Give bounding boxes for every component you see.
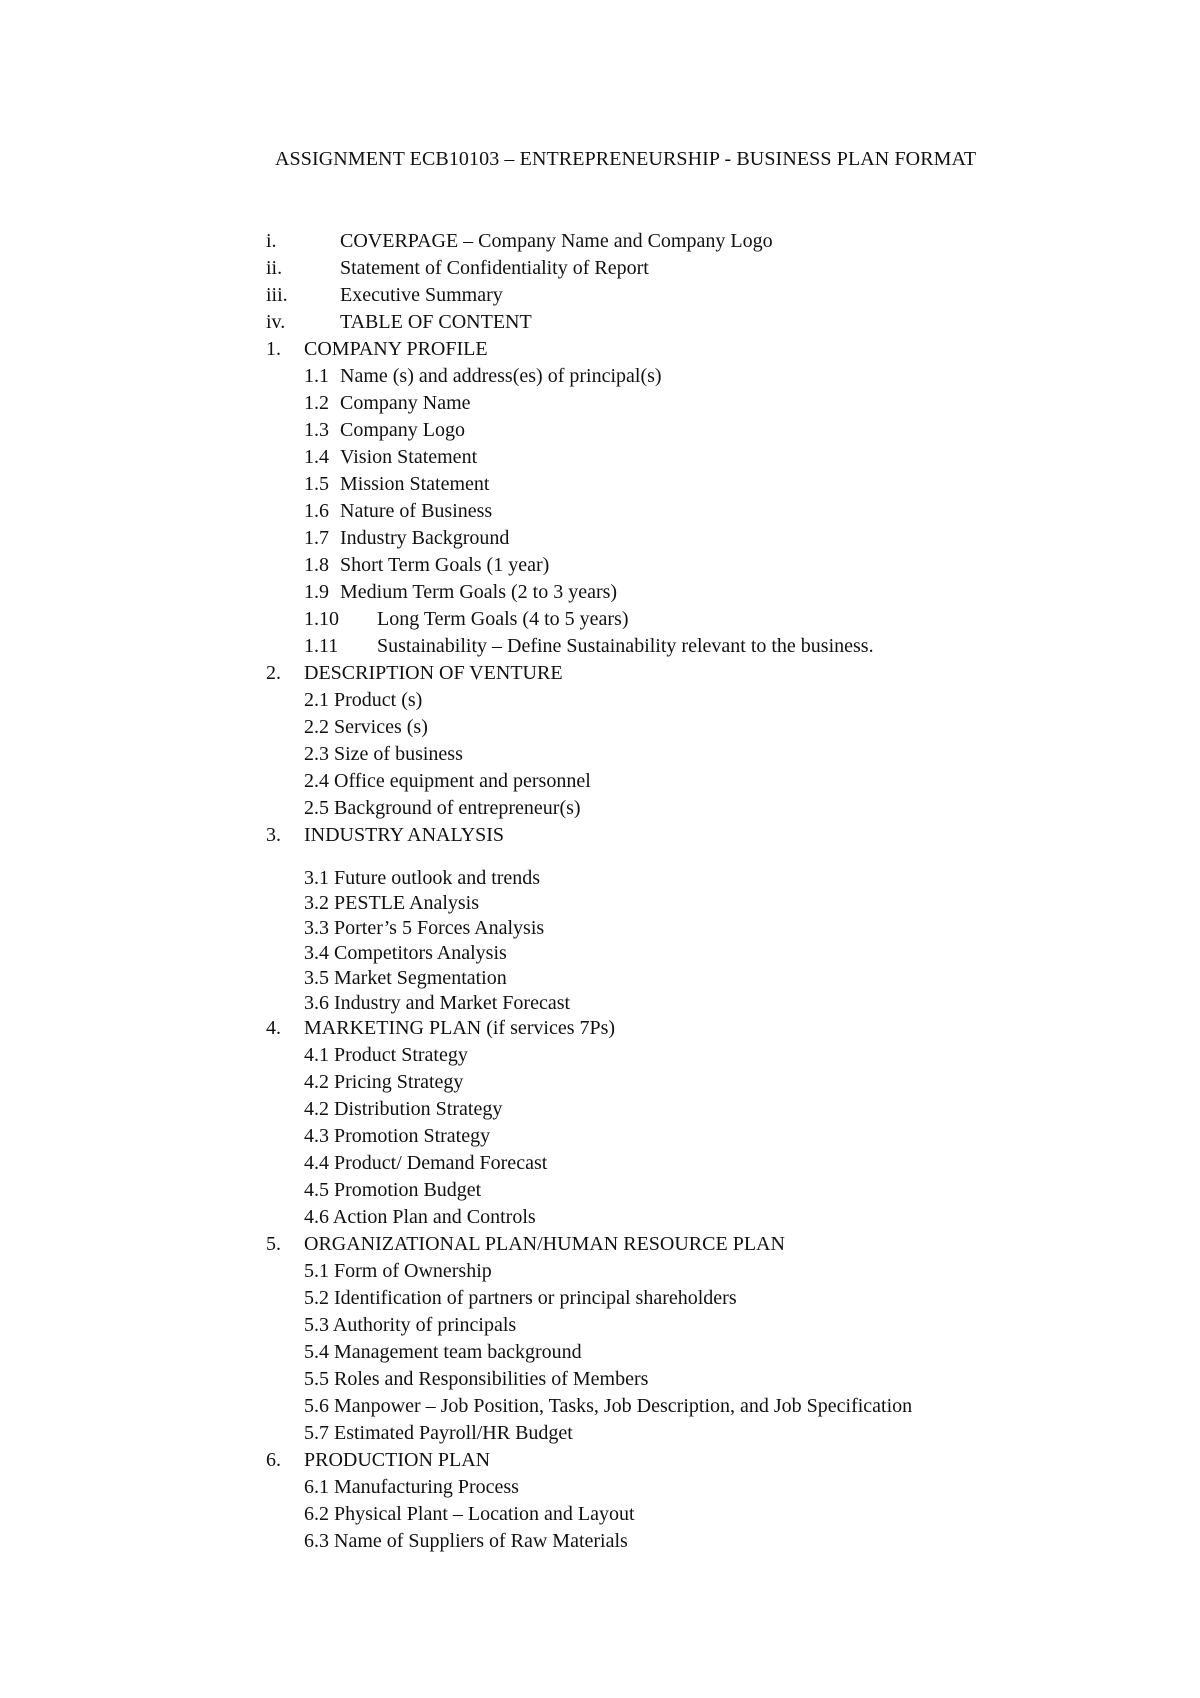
outline-item-text: DESCRIPTION OF VENTURE	[304, 662, 563, 684]
outline-item-number: 1.4	[304, 446, 329, 468]
outline-item-number: 2.	[266, 662, 281, 684]
outline-item-text: 5.5 Roles and Responsibilities of Members	[304, 1368, 649, 1390]
document-title: ASSIGNMENT ECB10103 – ENTREPRENEURSHIP - BUSINESS PLAN FORMAT	[275, 148, 977, 170]
outline-item-text: 5.7 Estimated Payroll/HR Budget	[304, 1422, 573, 1444]
outline-item-text: 2.1 Product (s)	[304, 689, 423, 711]
outline-item-number: 1.7	[304, 527, 329, 549]
outline-item-text: 4.5 Promotion Budget	[304, 1179, 482, 1201]
outline-item-text: Mission Statement	[340, 473, 490, 495]
outline-item-number: 4.	[266, 1017, 281, 1039]
outline-item-text: 3.5 Market Segmentation	[304, 967, 507, 989]
outline-item-number: 1.11	[304, 635, 339, 657]
outline-item-text: 6.2 Physical Plant – Location and Layout	[304, 1503, 635, 1525]
outline-item-text: Short Term Goals (1 year)	[340, 554, 550, 576]
outline-item-text: 5.1 Form of Ownership	[304, 1260, 492, 1282]
outline-item-text: 4.4 Product/ Demand Forecast	[304, 1152, 548, 1174]
outline-item-text: 3.1 Future outlook and trends	[304, 867, 541, 889]
outline-item-text: COMPANY PROFILE	[304, 338, 488, 360]
outline-item-number: 1.10	[304, 608, 339, 630]
outline-item-text: 2.5 Background of entrepreneur(s)	[304, 797, 581, 819]
outline-item-text: Company Logo	[340, 419, 465, 441]
outline-item-text: 5.4 Management team background	[304, 1341, 582, 1363]
outline-item-text: 2.2 Services (s)	[304, 716, 428, 738]
outline-item-number: 1.6	[304, 500, 329, 522]
outline-item-number: 1.1	[304, 365, 329, 387]
outline-item-number: 5.	[266, 1233, 281, 1255]
outline-item-text: 4.6 Action Plan and Controls	[304, 1206, 536, 1228]
outline-item-text: 5.3 Authority of principals	[304, 1314, 517, 1336]
outline-item-number: 1.3	[304, 419, 329, 441]
outline-item-text: 6.3 Name of Suppliers of Raw Materials	[304, 1530, 628, 1552]
outline-item-number: 3.	[266, 824, 281, 846]
outline-item-text: Name (s) and address(es) of principal(s)	[340, 365, 662, 387]
outline-item-text: Industry Background	[340, 527, 510, 549]
outline-item-text: 2.4 Office equipment and personnel	[304, 770, 591, 792]
outline-item-text: 3.4 Competitors Analysis	[304, 942, 507, 964]
outline-item-text: Vision Statement	[340, 446, 478, 468]
outline-item-text: 6.1 Manufacturing Process	[304, 1476, 519, 1498]
outline-item-text: Medium Term Goals (2 to 3 years)	[340, 581, 618, 603]
outline-item-number: 1.9	[304, 581, 329, 603]
outline-item-text: INDUSTRY ANALYSIS	[304, 824, 505, 846]
outline-item-text: Long Term Goals (4 to 5 years)	[377, 608, 629, 630]
outline-item-number: i.	[266, 230, 277, 252]
outline-item-number: iii.	[266, 284, 288, 306]
outline-item-text: Executive Summary	[340, 284, 503, 306]
outline-item-text: PRODUCTION PLAN	[304, 1449, 491, 1471]
outline-item-number: 1.5	[304, 473, 329, 495]
outline-item-text: 5.6 Manpower – Job Position, Tasks, Job Description, and Job Specification	[304, 1395, 913, 1417]
outline-item-text: 4.2 Distribution Strategy	[304, 1098, 503, 1120]
outline-item-text: Statement of Confidentiality of Report	[340, 257, 649, 279]
outline-item-number: iv.	[266, 311, 286, 333]
outline-item-text: TABLE OF CONTENT	[340, 311, 532, 333]
outline-item-text: COVERPAGE – Company Name and Company Logo	[340, 230, 773, 252]
outline-item-text: 5.2 Identification of partners or principal shareholders	[304, 1287, 737, 1309]
outline-item-text: MARKETING PLAN (if services 7Ps)	[304, 1017, 616, 1039]
outline-item-text: 3.6 Industry and Market Forecast	[304, 992, 571, 1014]
outline-item-text: 4.3 Promotion Strategy	[304, 1125, 491, 1147]
outline-item-number: ii.	[266, 257, 283, 279]
outline-item-text: Company Name	[340, 392, 471, 414]
outline-item-text: 2.3 Size of business	[304, 743, 463, 765]
outline-item-text: ORGANIZATIONAL PLAN/HUMAN RESOURCE PLAN	[304, 1233, 785, 1255]
outline-item-text: 4.2 Pricing Strategy	[304, 1071, 464, 1093]
outline-item-text: 3.2 PESTLE Analysis	[304, 892, 480, 914]
outline-item-text: Sustainability – Define Sustainability relevant to the business.	[377, 635, 874, 657]
outline-item-text: 4.1 Product Strategy	[304, 1044, 468, 1066]
outline-item-number: 1.8	[304, 554, 329, 576]
outline-item-text: Nature of Business	[340, 500, 493, 522]
outline-item-number: 1.	[266, 338, 281, 360]
outline-item-number: 6.	[266, 1449, 281, 1471]
outline-item-number: 1.2	[304, 392, 329, 414]
outline-item-text: 3.3 Porter’s 5 Forces Analysis	[304, 917, 545, 939]
